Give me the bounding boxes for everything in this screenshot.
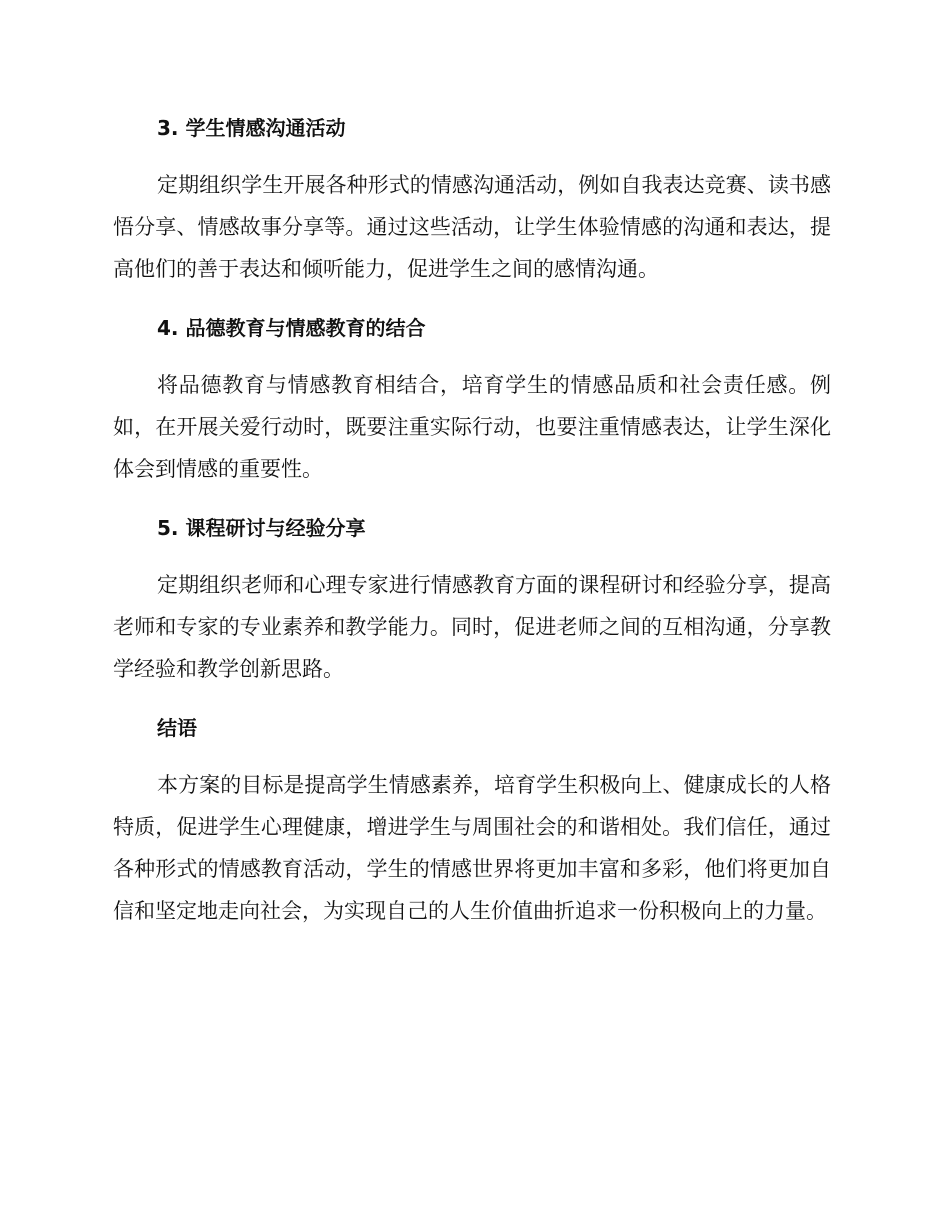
section-heading-5: 5. 课程研讨与经验分享	[157, 516, 366, 540]
section-paragraph-4: 将品德教育与情感教育相结合，培育学生的情感品质和社会责任感。例如，在开展关爱行动时，既要注重实际行动，也要注重情感表达，让学生深化体会到情感的重要性。	[113, 373, 831, 481]
document-content	[113, 112, 831, 954]
conclusion-heading: 结语	[157, 716, 197, 740]
section-paragraph-3: 定期组织学生开展各种形式的情感沟通活动，例如自我表达竞赛、读书感悟分享、情感故事分享等。通过这些活动，让学生体验情感的沟通和表达，提高他们的善于表达和倾听能力，促进学生之间的感情沟通。	[113, 173, 831, 281]
conclusion-paragraph: 本方案的目标是提高学生情感素养，培育学生积极向上、健康成长的人格特质，促进学生心理健康，增进学生与周围社会的和谐相处。我们信任，通过各种形式的情感教育活动，学生的情感世界将更加丰富和多彩，他们将更加自信和坚定地走向社会，为实现自己的人生价值曲折追求一份积极向上的力量。	[113, 773, 831, 923]
section-heading-4: 4. 品德教育与情感教育的结合	[157, 316, 426, 340]
section-paragraph-5: 定期组织老师和心理专家进行情感教育方面的课程研讨和经验分享，提高老师和专家的专业素养和教学能力。同时，促进老师之间的互相沟通，分享教学经验和教学创新思路。	[113, 573, 831, 681]
section-heading-3: 3. 学生情感沟通活动	[157, 116, 346, 140]
